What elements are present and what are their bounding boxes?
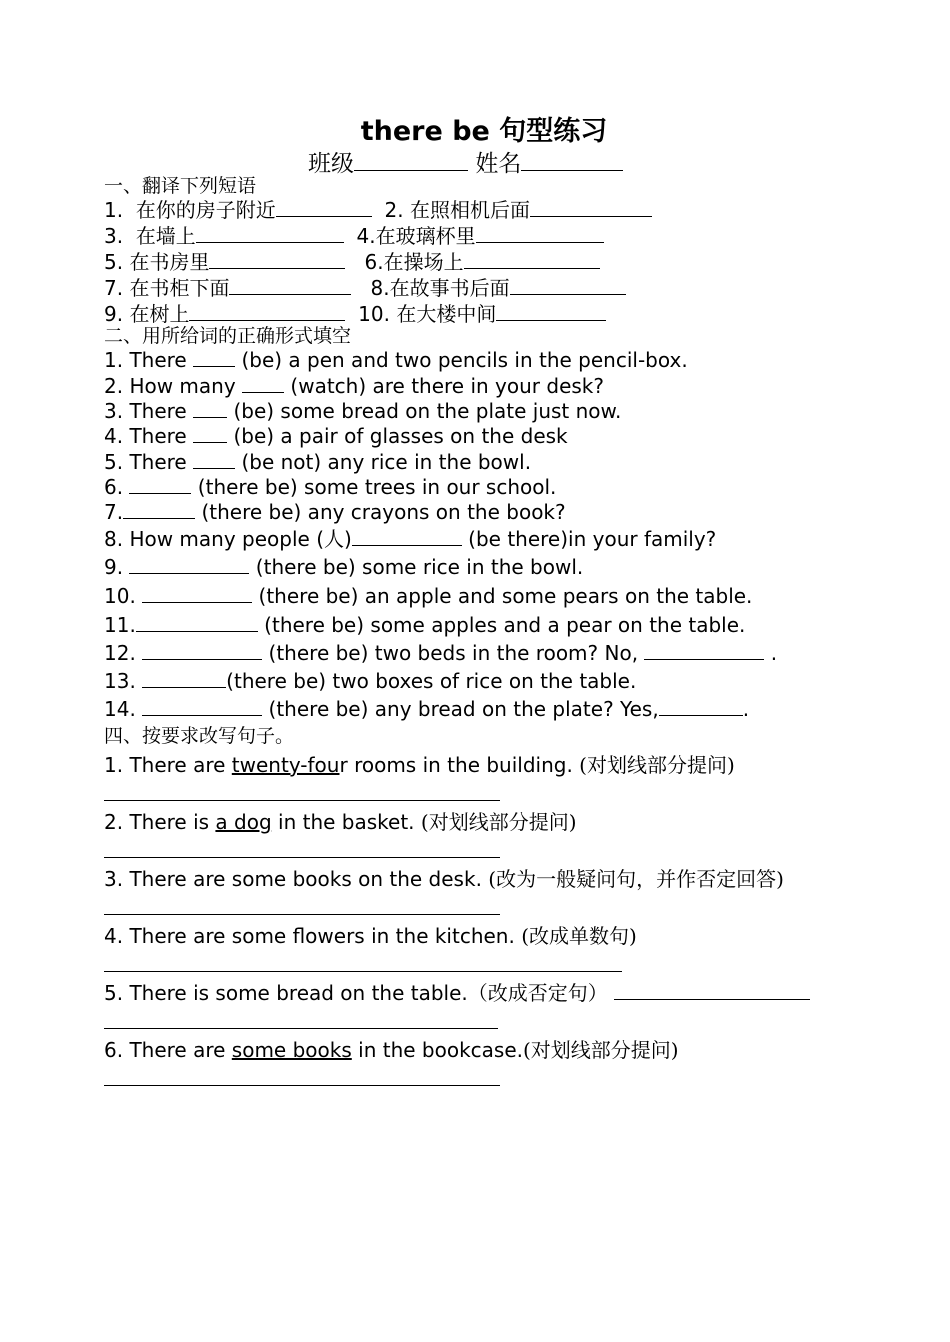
item-text: (be) a pair of glasses on the desk [227,424,568,448]
item-text: 1. There [104,348,194,372]
instruction: (改为一般疑问句，并作否定回答) [488,867,784,891]
rewrite-item [104,810,577,834]
fill-item [104,424,568,448]
item-text: (be not) any rice in the bowl. [235,450,532,474]
answer-blank[interactable] [659,697,743,716]
answer-line[interactable] [104,971,622,972]
answer-blank[interactable] [129,555,249,574]
fill-item [104,613,745,637]
fill-item [104,555,583,579]
fill-item [104,669,636,693]
item-text: (there be) some trees in our school. [191,475,557,499]
answer-blank[interactable] [614,981,810,1000]
item-number: 8. [370,276,390,300]
answer-blank[interactable] [129,475,191,494]
instruction: (改成单数句) [521,924,637,948]
header-fields [308,150,623,178]
translate-row [104,224,604,248]
phrase: 在书柜下面 [129,276,230,300]
fill-item [104,527,716,551]
answer-blank[interactable] [196,224,344,243]
item-number: 10. [358,302,390,326]
answer-blank[interactable] [476,224,604,243]
rewrite-item [104,981,810,1005]
item-number: 7. [104,276,124,300]
phrase: 在书房里 [129,250,210,274]
answer-blank[interactable] [464,250,600,269]
item-text: (there be) some rice in the bowl. [249,555,584,579]
item-text: . [742,697,750,721]
answer-blank[interactable] [209,250,345,269]
answer-blank[interactable] [530,198,652,217]
phrase: 在玻璃杯里 [375,224,476,248]
section-heading: 一、翻译下列短语 [104,175,257,197]
item-text: 6. [104,475,130,499]
item-text: (be) some bread on the plate just now. [227,399,622,423]
fill-item [104,475,556,499]
item-number: 4. [356,224,376,248]
item-text: (be there)in your family? [461,527,717,551]
item-text: (there be) some apples and a pear on the table. [257,613,746,637]
item-text: (there be) two boxes of rice on the table. [226,669,637,693]
answer-line[interactable] [104,800,500,801]
answer-blank[interactable] [136,613,258,632]
translate-row [104,250,600,274]
item-text: (watch) are there in your desk? [284,374,604,398]
phrase: 在树上 [129,302,190,326]
item-text: in the basket. [271,810,421,834]
instruction: （改成否定句） [467,981,608,1005]
phrase: 在故事书后面 [389,276,510,300]
section-heading: 二、用所给词的正确形式填空 [104,325,352,347]
item-text: 4. There are some flowers in the kitchen. [104,924,522,948]
translate-row [104,276,626,300]
item-text: (there be) any bread on the plate? Yes, [262,697,659,721]
fill-item [104,641,777,665]
answer-blank[interactable] [229,276,351,295]
answer-line[interactable] [104,1085,500,1086]
name-field[interactable] [521,152,623,171]
translate-row [104,302,606,326]
answer-line[interactable] [104,1028,498,1029]
answer-blank[interactable] [352,527,462,546]
instruction: (对划线部分提问) [523,1038,679,1062]
instruction: (对划线部分提问) [420,810,577,834]
item-text: 4. There [104,424,194,448]
answer-blank[interactable] [644,641,764,660]
answer-blank[interactable] [142,697,262,716]
item-text: 10. [104,584,143,608]
item-text: 3. There [104,399,194,423]
item-text: 7. [104,500,124,524]
answer-blank[interactable] [142,669,226,688]
answer-line[interactable] [104,914,500,915]
section-heading: 四、按要求改写句子。 [104,725,295,747]
rewrite-item [104,924,637,948]
fill-item [104,697,749,721]
answer-blank[interactable] [142,584,252,603]
item-number: 3. [104,224,124,248]
item-number: 9. [104,302,124,326]
item-number: 2. [384,198,404,222]
fill-item [104,450,531,474]
item-text: r rooms in the building. [339,753,580,777]
fill-item [104,374,604,398]
underlined-text: some books [231,1038,352,1062]
item-number: 6. [364,250,384,274]
item-text: 3. There are some books on the desk. [104,867,489,891]
rewrite-item [104,1038,679,1062]
item-text: 5. There is some bread on the table. [104,981,468,1005]
translate-row [104,198,652,222]
item-text: 9. [104,555,130,579]
answer-blank[interactable] [242,374,284,393]
item-text: (there be) an apple and some pears on the table. [252,584,753,608]
underlined-text: twenty-fou [231,753,340,777]
item-text: 5. There [104,450,194,474]
item-text: 1. There are [104,753,232,777]
item-text: . [764,641,778,665]
fill-item [104,500,566,524]
phrase: 在你的房子附近 [135,198,276,222]
item-text: 11. [104,613,136,637]
class-label: 班级 [308,151,354,177]
answer-blank[interactable] [123,500,195,519]
page-title: there be 句型练习 [360,116,608,147]
answer-blank[interactable] [142,641,262,660]
answer-blank[interactable] [276,198,372,217]
underlined-text: a dog [215,810,272,834]
rewrite-item [104,867,784,891]
item-text: (there be) two beds in the room? No, [262,641,645,665]
rewrite-item [104,753,735,777]
item-text: (be) a pen and two pencils in the pencil-box. [235,348,688,372]
phrase: 在照相机后面 [409,198,530,222]
answer-blank[interactable] [193,424,227,443]
item-number: 1. [104,198,124,222]
item-text: 12. [104,641,143,665]
answer-blank[interactable] [193,450,235,469]
item-text: (there be) any crayons on the book? [195,500,566,524]
phrase: 在操场上 [383,250,464,274]
answer-blank[interactable] [193,399,227,418]
class-field[interactable] [354,152,468,171]
answer-blank[interactable] [189,302,345,321]
item-text: 8. How many people (人) [104,527,352,551]
fill-item [104,584,752,608]
instruction: (对划线部分提问) [579,753,735,777]
item-number: 5. [104,250,124,274]
phrase: 在大楼中间 [396,302,497,326]
answer-blank[interactable] [193,348,235,367]
name-label: 姓名 [475,151,522,177]
fill-item [104,348,688,372]
answer-blank[interactable] [496,302,606,321]
phrase: 在墙上 [135,224,196,248]
answer-blank[interactable] [510,276,626,295]
item-text: 6. There are [104,1038,232,1062]
item-text: 13. [104,669,143,693]
item-text: 2. How many [104,374,243,398]
item-text: 14. [104,697,143,721]
answer-line[interactable] [104,857,500,858]
item-text: 2. There is [104,810,216,834]
item-text: in the bookcase. [351,1038,523,1062]
fill-item [104,399,621,423]
